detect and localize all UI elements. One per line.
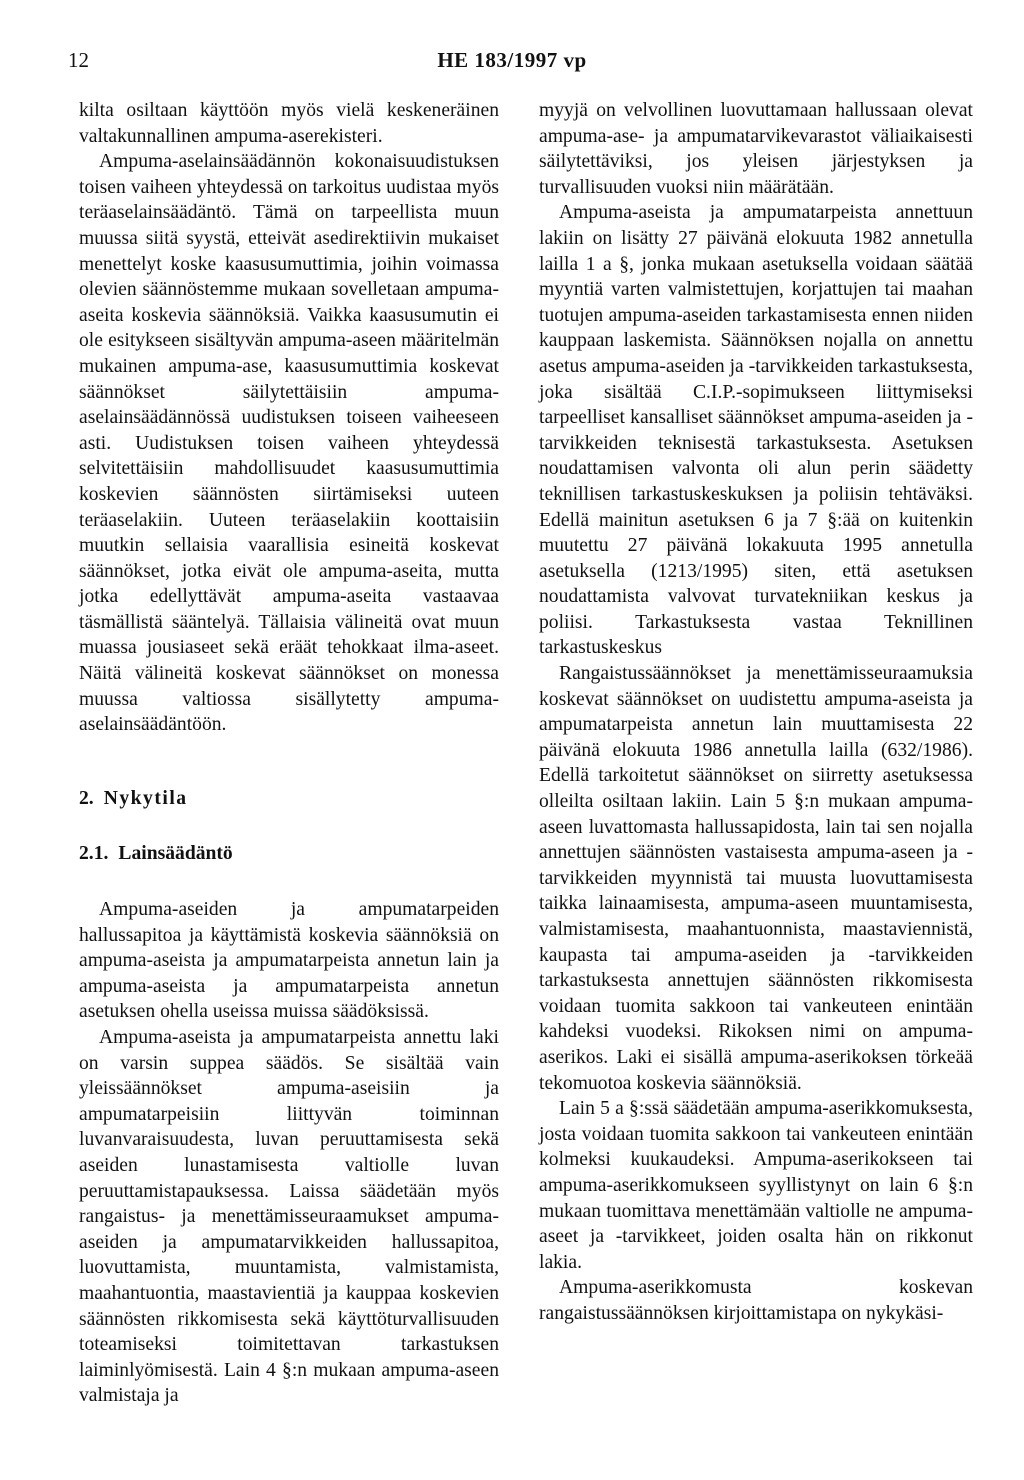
paragraph: Ampuma-aseista ja ampumatarpeista annettu laki on varsin suppea säädös. Se sisältää vain yleissäännökset ampuma-aseisiin ja ampumatarpeisiin liittyvän toiminnan luvanvaraisuudesta, luvan peruuttamisesta sekä aseiden lunastamisesta valtiolle luvan peruuttamistapauksessa. Laissa säädetään myös rangaistus- ja menettämisseuraamukset ampuma-aseiden ja ampumatarvikkeiden hallussapitoa, luovuttamista, muuntamista, valmistamista, maahantuontia, maastavientiä ja kauppaa koskevien säännösten rikkomisesta sekä käyttöturvallisuuden toteamiseksi toimitettavan tarkastuksen laiminlyömisestä. Lain 4 §:n mukaan ampuma-aseen valmistaja ja [79,1027,499,1407]
section-number: 2. [79,787,94,809]
paragraph-continuation: myyjä on velvollinen luovuttamaan hallussaan olevat ampuma-ase- ja ampumatarvikevarastot väliaikaisesti säilytettäviksi, jos yleisen järjestyksen ja turvallisuuden vuoksi niin määrätään. [539,100,973,198]
section-title: Nykytila [103,787,188,809]
paragraph: Rangaistussäännökset ja menettämisseuraamuksia koskevat säännökset on uudistettu ampuma-aseista ja ampumatarpeista annetun lain muuttamisesta 22 päivänä elokuuta 1986 annetulla lailla (632/1986). Edellä tarkoitetut säännökset on siirretty asetuksessa olleilta osiltaan lakiin. Lain 5 §:n mukaan ampuma-aseen luvattomasta hallussapidosta, lain tai sen nojalla annettujen säännösten vastaisesta ampuma-aseen ja -tarvikkeiden myynnistä tai muusta luovuttamisesta taikka lainaamisesta, ampuma-aseen muuntamisesta, valmistamisesta, maahantuonnista, maastaviennistä, kaupasta tai ampuma-aseiden ja -tarvikkeiden tarkastuksesta annettujen säännösten rikkomisesta voidaan tuomita sakkoon tai vankeuteen enintään kahdeksi vuodeksi. Rikoksen nimi on ampuma-aserikos. Laki ei sisällä ampuma-aserikoksen törkeää tekomuotoa koskevia säännöksiä. [539,663,973,1094]
paragraph: Ampuma-aserikkomusta koskevan rangaistussäännöksen kirjoittamistapa on nykykäsi- [539,1277,973,1324]
right-column [539,98,973,1327]
subsection-title: Lainsäädäntö [118,843,233,865]
paragraph: kilta osiltaan käyttöön myös vielä keskeneräinen valtakunnallinen ampuma-aserekisteri. [79,100,499,147]
section-heading [79,786,499,812]
paragraph: Ampuma-aseista ja ampumatarpeista annettuun lakiin on lisätty 27 päivänä elokuuta 1982 annetulla lailla 1 a §, jonka mukaan asetuksella voidaan säätää myyntiä varten valmistettujen, korjattujen tai maahan tuotujen ampuma-aseiden tarkastamisesta ennen niiden kauppaan laskemista. Säännöksen nojalla on annettu asetus ampuma-aseiden ja -tarvikkeiden tarkastuksesta, joka sisältää C.I.P.-sopimukseen liittymiseksi tarpeelliset kansalliset säännökset ampuma-aseiden ja -tarvikkeiden teknisestä tarkastuksesta. Asetuksen noudattamisen valvonta oli alun perin säädetty teknillisen tarkastuskeskuksen ja poliisin tehtäväksi. Edellä mainitun asetuksen 6 ja 7 §:ää on kuitenkin muutettu 27 päivänä lokakuuta 1995 annetulla asetuksella (1213/1995) siten, että asetuksen noudattamista valvovat turvatekniikan keskus ja poliisi. Tarkastuksesta vastaa Teknillinen tarkastuskeskus [539,202,973,659]
paragraph: Ampuma-aseiden ja ampumatarpeiden hallussapitoa ja käyttämistä koskevia säännöksiä on ampuma-aseista ja ampumatarpeista annetun lain ja ampuma-aseista ja ampumatarpeista annetun asetuksen ohella useissa muissa säädöksissä. [79,899,499,1023]
subsection-heading [79,841,499,867]
paragraph: Lain 5 a §:ssä säädetään ampuma-aserikkomuksesta, josta voidaan tuomita sakkoon tai vankeuteen enintään kolmeksi kuukaudeksi. Ampuma-aserikokseen tai ampuma-aserikkomukseen syyllistynyt on lain 6 §:n mukaan tuomittava menettämään valtiolle ne ampuma-aseet ja -tarvikkeet, joiden osalta hän on rikkonut lakia. [539,1098,973,1273]
paragraph: Ampuma-aselainsäädännön kokonaisuudistuksen toisen vaiheen yhteydessä on tarkoitus uudistaa myös teräaselainsäädäntö. Tämä on tarpeellista muun muussa siitä syystä, etteivät asedirektiivin mukaiset menettelyt koske kaasusumuttimia, joihin voimassa olevien säännöstemme mukaan sovelletaan ampuma-aseita koskevia säännöksiä. Vaikka kaasusumutin ei ole esitykseen sisältyvän ampuma-aseen määritelmän mukainen ampuma-ase, kaasusumuttimia koskevat säännökset säilytettäisiin ampuma-aselainsäädännössä uudistuksen toiseen vaiheeseen asti. Uudistuksen toisen vaiheen yhteydessä selvitettäisiin mahdollisuudet kaasusumuttimia koskevien säännösten siirtämiseksi uuteen teräaselakiin. Uuteen teräaselakiin koottaisiin muutkin sellaisia vaarallisia esineitä koskevat säännökset, jotka eivät ole ampuma-aseita, mutta jotka edellyttävät ampuma-aseita vastaavaa täsmällistä sääntelyä. Tällaisia välineitä ovat muun muassa jousiaseet sekä eräät tehokkaat ilma-aseet. Näitä välineitä koskevat säännökset on monessa muussa valtiossa sisällytetty ampuma-aselainsäädäntöön. [79,151,499,736]
running-head: HE 183/1997 vp [437,48,587,72]
page-number: 12 [68,48,89,72]
subsection-number: 2.1. [79,843,109,865]
left-column [79,98,499,1409]
